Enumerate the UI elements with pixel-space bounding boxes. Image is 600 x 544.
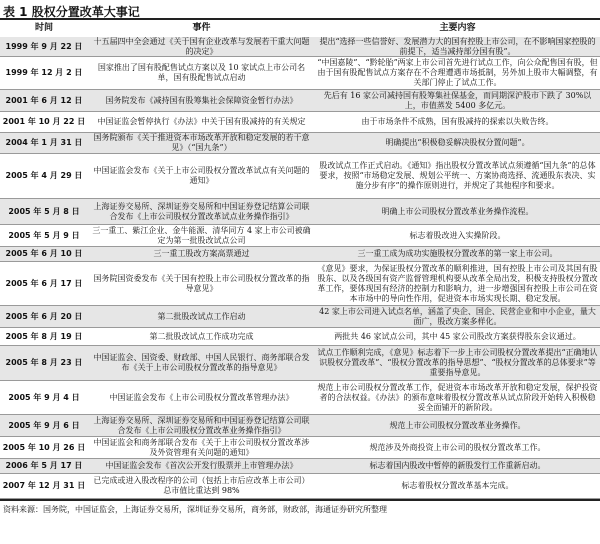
table-row (0, 133, 600, 154)
table-row (0, 225, 600, 247)
row-date: 2005 年 6 月 17 日 (5, 278, 83, 288)
row-event: 中国证监会发布《关于上市公司股权分置改革试点有关问题的通知》 (93, 166, 310, 185)
row-event: 国家推出了国有股配售试点方案以及 10 家试点上市公司名单，国有股配售试点启动 (97, 63, 306, 82)
row-content: 规范上市公司股权分置改革工作，促进资本市场改革开放和稳定发展，保护投资者的合法权益。《办法》的颁布意味着股权分置改革从试点阶段开始转入积极稳妥全面铺开的新阶段。 (317, 382, 598, 412)
row-event: 国务院发布《减持国有股筹集社会保障资金暂行办法》 (105, 95, 298, 105)
table-row (0, 90, 600, 112)
row-content: 规范上市公司股权分置改革业务操作。 (389, 420, 526, 430)
header-content: 主要内容 (439, 23, 476, 33)
row-event: 国务院国资委发布《关于国有控股上市公司股权分置改革的指导意见》 (93, 273, 310, 293)
row-date: 2005 年 5 月 9 日 (8, 230, 80, 240)
row-content: 标志着股改进入实操阶段。 (409, 230, 506, 240)
row-event: 第二批股改试点工作成功完成 (149, 331, 254, 341)
row-content: 明确上市公司股权分置改革业务操作流程。 (381, 206, 534, 216)
row-event: 上海证券交易所、深圳证券交易所和中国证券登记结算公司联合发布《上市公司股权分置改革业务操作指引》 (93, 415, 310, 435)
row-date: 2005 年 6 月 20 日 (5, 311, 83, 321)
table-row (0, 112, 600, 133)
row-content: 两批共 46 家试点公司，其中 45 家公司股改方案获得股东会议通过。 (334, 331, 581, 341)
row-date: 2005 年 10 月 26 日 (2, 442, 86, 452)
row-date: 2005 年 9 月 6 日 (8, 420, 80, 430)
table-row (0, 415, 600, 437)
row-date: 2005 年 8 月 19 日 (5, 331, 83, 341)
table-row (0, 459, 600, 474)
table-row (0, 199, 600, 225)
row-date: 2001 年 10 月 22 日 (2, 117, 86, 126)
table-row (0, 328, 600, 346)
row-content: 明确提出“积极稳妥解决股权分置问题”。 (385, 138, 530, 147)
row-content: 《意见》要求，为保证股权分置改革的顺利推进，国有控股上市公司及其国有股股东、以及各级国有资产监督管理机构要从改革全局出发，积极支持股权分置改革工作，要体现国有经济的控制力和影响力，进一步增强国有控股上市公司在资本市场中的导向性作用，促进资本市场实现长期、稳定发展。 (317, 263, 598, 303)
row-content: 标志着股权分置改革基本完成。 (401, 481, 514, 490)
row-date: 2006 年 5 月 17 日 (5, 461, 83, 470)
table-row (0, 262, 600, 306)
table-row (0, 437, 600, 459)
row-content: 三一重工成为成功实施股权分置改革的第一家上市公司。 (357, 249, 558, 258)
table-row (0, 346, 600, 381)
row-event: 中国证监会和商务部联合发布《关于上市公司股权分置改革涉及外资管理有关问题的通知》 (93, 437, 310, 457)
row-date: 1999 年 12 月 2 日 (5, 68, 83, 77)
row-content: 先后有 16 家公司减持国有股筹集社保基金，而同期深沪股市下跌了 30%以上，市值蒸发 5400 多亿元。 (323, 90, 592, 110)
table-row (0, 57, 600, 90)
row-event: 中国证监会发布《上市公司股权分置改革管理办法》 (109, 392, 294, 402)
table-row (0, 474, 600, 499)
table-row (0, 247, 600, 262)
row-content: 股改试点工作正式启动。《通知》指出股权分置改革试点须遵循“国九条”的总体要求，按照“市场稳定发展、规划公平统一、方案协商选择、流通股东表决、实施分步有序”的操作原则进行，并规定了其他程序和要求。 (319, 161, 596, 190)
row-date: 2005 年 9 月 4 日 (8, 392, 80, 402)
row-event: 中国证监会发布《首次公开发行股票并上市管理办法》 (105, 461, 298, 470)
table-row (0, 37, 600, 57)
row-content: “中国嘉陵”、“黔轮胎”两家上市公司首先进行试点工作，向公众配售国有股，但由于国有股配售试点方案存在不合理遭遇市场抵制，另外加上股市大幅调整，有关部门停止了试点工作。 (317, 58, 598, 87)
header-time: 时间 (34, 23, 53, 33)
events-table (0, 37, 600, 499)
row-event: 第二批股改试点工作启动 (157, 311, 246, 321)
row-event: 中国证监会暂停执行《办法》中关于国有股减持的有关规定 (97, 117, 306, 126)
row-content: 规范涉及外商投资上市公司的股权分置改革工作。 (369, 442, 546, 452)
table-row (0, 306, 600, 328)
row-event: 已完成或进入股改程序的公司（包括上市后应改革上市公司）总市值比重达到 98% (93, 476, 310, 495)
row-event: 中国证监会、国资委、财政部、中国人民银行、商务部联合发布《关于上市公司股权分置改革的指导意见》 (93, 353, 310, 372)
row-event: 国务院颁布《关于推进资本市场改革开放和稳定发展的若干意见》（“国九条”） (93, 133, 310, 152)
row-content: 标志着国内股改中暂停的新股发行工作重新启动。 (369, 461, 546, 470)
source-note: 资料来源：国务院，中国证监会，上海证券交易所，深圳证券交易所，商务部，财政部，海通证券研究所整理 (3, 505, 387, 514)
table-title: 表 1 股权分置改革大事记 (3, 5, 140, 19)
row-date: 2005 年 5 月 8 日 (8, 206, 80, 216)
row-date: 2001 年 6 月 12 日 (5, 95, 83, 105)
row-event: 十五届四中全会通过《关于国有企业改革与发展若干重大问题的决定》 (93, 36, 310, 56)
row-date: 2005 年 6 月 10 日 (5, 249, 83, 258)
row-event: 三一重工股改方案高票通过 (153, 249, 250, 258)
row-event: 上海证券交易所、深圳证券交易所和中国证券登记结算公司联合发布《上市公司股权分置改革试点业务操作指引》 (93, 201, 310, 221)
row-date: 2004 年 1 月 31 日 (5, 138, 83, 147)
row-content: 42 家上市公司进入试点名单，涵盖了央企、国企、民营企业和中小企业，量大面广，股改方案多样化。 (319, 306, 596, 326)
row-date: 2005 年 8 月 23 日 (5, 358, 83, 367)
row-date: 1999 年 9 月 22 日 (5, 41, 83, 51)
header-event: 事件 (192, 23, 211, 33)
row-content: 试点工作顺利完成，《意见》标志着下一步上市公司股权分置改革提出“正确地认识股权分置改革”、“股权分置改革的指导思想”、“股权分置改革的总体要求”等重要指导意见。 (317, 348, 598, 377)
table-row (0, 154, 600, 199)
row-event: 三一重工、紫江企业、金牛能源、清华同方 4 家上市公司被确定为第一批股改试点公司 (92, 225, 311, 245)
row-content: 提出“选择一些信誉好、发展潜力大的国有控股上市公司，在不影响国家控股的前提下，适当减持部分国有股”。 (319, 36, 596, 56)
bottom-rule (0, 499, 600, 501)
row-date: 2007 年 12 月 31 日 (2, 481, 86, 490)
table-row (0, 381, 600, 415)
row-content: 由于市场条件不成熟，国有股减持的探索以失败告终。 (361, 117, 554, 126)
row-date: 2005 年 4 月 29 日 (5, 171, 83, 180)
